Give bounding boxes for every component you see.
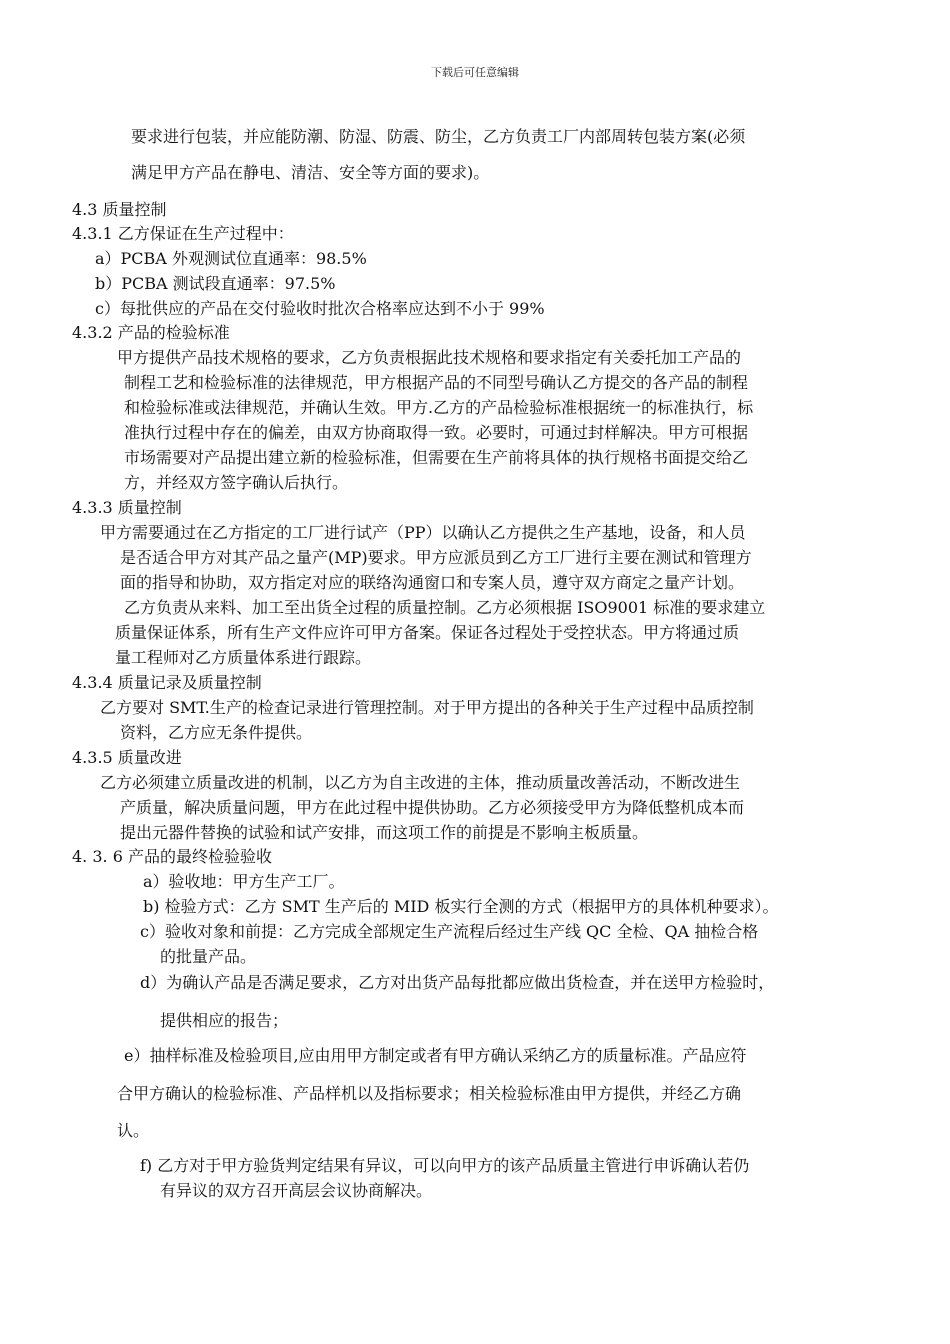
paragraph-line: 和检验标准或法律规范，并确认生效。甲方.乙方的产品检验标准根据统一的标准执行，标 <box>124 398 754 417</box>
section-heading: 4.3.1 乙方保证在生产过程中： <box>72 224 294 243</box>
paragraph-line: 产质量，解决质量问题，甲方在此过程中提供协助。乙方必须接受甲方为降低整机成本而 <box>120 798 745 817</box>
section-heading: 4.3.3 质量控制 <box>72 498 182 517</box>
section-heading: 4.3.2 产品的检验标准 <box>72 323 230 342</box>
paragraph-line: 甲方需要通过在乙方指定的工厂进行试产（PP）以确认乙方提供之生产基地，设备，和人员 <box>100 523 746 542</box>
paragraph-line: 要求进行包装，并应能防潮、防湿、防震、防尘，乙方负责工厂内部周转包装方案(必须 <box>131 127 746 146</box>
paragraph-line: 市场需要对产品提出建立新的检验标准，但需要在生产前将具体的执行规格书面提交给乙 <box>124 448 749 467</box>
paragraph-line: 制程工艺和检验标准的法律规范，甲方根据产品的不同型号确认乙方提交的各产品的制程 <box>124 373 749 392</box>
list-item-continuation: 有异议的双方召开高层会议协商解决。 <box>160 1181 433 1200</box>
list-item: f) 乙方对于甲方验货判定结果有异议，可以向甲方的该产品质量主管进行申诉确认若仍 <box>140 1156 750 1175</box>
list-item-continuation: 认。 <box>117 1121 150 1140</box>
paragraph-line: 乙方要对 SMT.生产的检查记录进行管理控制。对于甲方提出的各种关于生产过程中品质控制 <box>100 698 754 717</box>
paragraph-line: 量工程师对乙方质量体系进行跟踪。 <box>115 648 372 667</box>
paragraph-line: 乙方必须建立质量改进的机制，以乙方为自主改进的主体，推动质量改善活动，不断改进生 <box>100 773 741 792</box>
list-item-continuation: 的批量产品。 <box>160 947 257 966</box>
paragraph-line: 准执行过程中存在的偏差，由双方协商取得一致。必要时，可通过封样解决。甲方可根据 <box>124 423 749 442</box>
paragraph-line: 资料，乙方应无条件提供。 <box>120 723 313 742</box>
paragraph-line: 乙方负责从来料、加工至出货全过程的质量控制。乙方必须根据 ISO9001 标准的要求建立 <box>124 598 766 617</box>
list-item: b）PCBA 测试段直通率：97.5% <box>95 274 336 293</box>
page-header: 下载后可任意编辑 <box>431 66 519 79</box>
list-item: c）验收对象和前提：乙方完成全部规定生产流程后经过生产线 QC 全检、QA 抽检合格 <box>140 922 759 941</box>
list-item: e）抽样标准及检验项目,应由用甲方制定或者有甲方确认采纳乙方的质量标准。产品应符 <box>124 1046 747 1065</box>
section-heading: 4.3.5 质量改进 <box>72 748 182 767</box>
list-item-continuation: 合甲方确认的检验标准、产品样机以及指标要求；相关检验标准由甲方提供，并经乙方确 <box>117 1084 742 1103</box>
list-item: d）为确认产品是否满足要求，乙方对出货产品每批都应做出货检查，并在送甲方检验时， <box>140 973 775 992</box>
paragraph-line: 质量保证体系，所有生产文件应许可甲方备案。保证各过程处于受控状态。甲方将通过质 <box>115 623 740 642</box>
list-item: a）验收地：甲方生产工厂。 <box>143 872 345 891</box>
paragraph-line: 面的指导和协助，双方指定对应的联络沟通窗口和专案人员，遵守双方商定之量产计划。 <box>120 573 745 592</box>
section-heading: 4.3.4 质量记录及质量控制 <box>72 673 262 692</box>
paragraph-line: 方，并经双方签字确认后执行。 <box>124 473 349 492</box>
list-item: a）PCBA 外观测试位直通率：98.5% <box>95 249 367 268</box>
paragraph-line: 满足甲方产品在静电、清洁、安全等方面的要求)。 <box>131 163 490 182</box>
list-item-continuation: 提供相应的报告； <box>160 1011 289 1030</box>
section-heading: 4. 3. 6 产品的最终检验验收 <box>72 847 272 866</box>
list-item: b) 检验方式：乙方 SMT 生产后的 MID 板实行全测的方式（根据甲方的具体机种要求）。 <box>143 897 779 916</box>
section-heading: 4.3 质量控制 <box>72 200 167 219</box>
paragraph-line: 甲方提供产品技术规格的要求，乙方负责根据此技术规格和要求指定有关委托加工产品的 <box>117 348 742 367</box>
paragraph-line: 是否适合甲方对其产品之量产(MP)要求。甲方应派员到乙方工厂进行主要在测试和管理方 <box>120 548 752 567</box>
list-item: c）每批供应的产品在交付验收时批次合格率应达到不小于 99% <box>95 299 545 318</box>
paragraph-line: 提出元器件替换的试验和试产安排，而这项工作的前提是不影响主板质量。 <box>120 823 649 842</box>
